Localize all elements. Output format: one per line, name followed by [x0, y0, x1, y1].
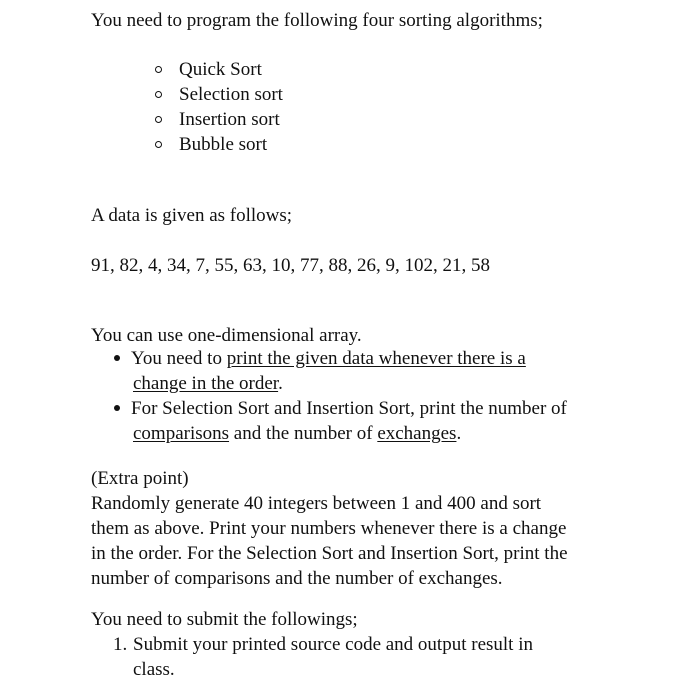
- submission-line: Submit your printed source code and output result in: [133, 634, 533, 655]
- extra-point-line: them as above. Print your numbers whenever there is a change: [91, 518, 567, 539]
- bullet-icon: [114, 355, 120, 361]
- algorithm-name: Quick Sort: [179, 59, 262, 80]
- submission-line: class.: [133, 659, 175, 680]
- extra-point-line: in the order. For the Selection Sort and Insertion Sort, print the: [91, 543, 568, 564]
- list-item: [113, 396, 613, 446]
- extra-point-title: (Extra point): [91, 468, 189, 489]
- underlined-text: exchanges: [377, 423, 457, 444]
- data-values-text: 91, 82, 4, 34, 7, 55, 63, 10, 77, 88, 26, 9, 102, 21, 58: [91, 255, 490, 276]
- extra-point-line: Randomly generate 40 integers between 1 and 400 and sort: [91, 493, 542, 514]
- extra-point-line: number of comparisons and the number of exchanges.: [91, 568, 503, 589]
- item-number: 1.: [113, 634, 128, 655]
- list-item: [155, 107, 283, 132]
- submit-intro-text: You need to submit the followings;: [91, 609, 358, 630]
- underlined-text: comparisons: [133, 423, 230, 444]
- array-note-text: You can use one-dimensional array.: [91, 325, 362, 346]
- bullet-continuation: [131, 371, 613, 396]
- list-item: [155, 57, 283, 82]
- underlined-text: print the given data whenever there is a: [226, 348, 526, 369]
- bullet-line: For Selection Sort and Insertion Sort, print the number of: [131, 398, 567, 419]
- hollow-bullet-icon: [155, 66, 162, 73]
- bullet-middle: and the number of: [229, 423, 378, 444]
- list-item: [113, 632, 613, 682]
- algorithm-list: [155, 57, 283, 157]
- hollow-bullet-icon: [155, 91, 162, 98]
- hollow-bullet-icon: [155, 141, 162, 148]
- underlined-text: change in the order: [133, 373, 279, 394]
- bullet-prefix: You need to: [131, 348, 227, 369]
- bullet-continuation: [131, 421, 613, 446]
- list-item: [113, 346, 613, 396]
- intro-text: You need to program the following four sorting algorithms;: [91, 10, 543, 31]
- bullet-suffix: .: [278, 373, 283, 394]
- bullet-suffix: .: [456, 423, 462, 444]
- algorithm-name: Bubble sort: [179, 134, 268, 155]
- data-intro-text: A data is given as follows;: [91, 205, 293, 226]
- list-item: [155, 82, 283, 107]
- hollow-bullet-icon: [155, 116, 162, 123]
- list-item: [155, 132, 283, 157]
- requirements-list: [113, 346, 613, 446]
- extra-point-section: [91, 466, 651, 591]
- algorithm-name: Selection sort: [179, 84, 283, 105]
- submission-list: [113, 632, 613, 682]
- algorithm-name: Insertion sort: [179, 109, 280, 130]
- bullet-icon: [114, 405, 120, 411]
